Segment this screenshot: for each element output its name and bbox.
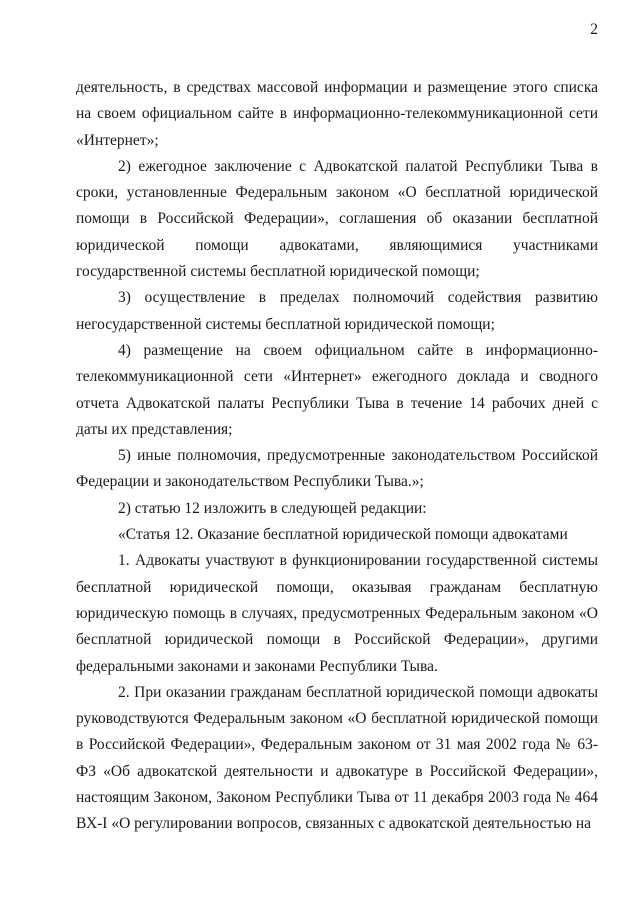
article-12-part-2: 2. При оказании гражданам бесплатной юридической помощи адвокаты руководствуются Федеральным законом «О бесплатной юридической помощи в Российской Федерации», Федеральным законом от 31 мая 2002 года № 63-ФЗ «Об адвокатской деятельности и адвокатуре в Российской Федерации», настоящим Законом, Законом Республики Тыва от 11 декабря 2003 года № 464 ВХ-I «О регулировании вопросов, связанных с адвокатской деятельностью на [76, 683, 598, 833]
paragraph-continuation: деятельность, в средствах массовой информации и размещение этого списка на своем официальном сайте в информационно-телекоммуникационной сети «Интернет»; [76, 79, 598, 149]
page-number: 2 [590, 21, 598, 38]
document-body [76, 75, 598, 838]
article-12-part-1: 1. Адвокаты участвуют в функционировании государственной системы бесплатной юридической помощи, оказывая гражданам бесплатную юридическую помощь в случаях, предусмотренных Федеральным законом «О бесплатной юридической помощи в Российской Федерации», другими федеральными законами и законами Республики Тыва. [76, 552, 598, 675]
paragraph-item-2: 2) ежегодное заключение с Адвокатской палатой Республики Тыва в сроки, установленные Федеральным законом «О бесплатной юридической помощи в Российской Федерации», соглашения об оказании бесплатной юридической помощи адвокатами, являющимися участниками государственной системы бесплатной юридической помощи; [76, 157, 598, 281]
paragraph-item-4: 4) размещение на своем официальном сайте в информационно-телекоммуникационной сети «Интернет» ежегодного доклада и сводного отчета Адвокатской палаты Республики Тыва в течение 14 рабочих дней с даты их представления; [76, 341, 598, 438]
paragraph-item-5: 5) иные полномочия, предусмотренные законодательством Российской Федерации и законодательством Республики Тыва.»; [76, 447, 598, 491]
paragraph-amendment-article-12: 2) статью 12 изложить в следующей редакции: [118, 499, 427, 517]
article-12-heading: «Статья 12. Оказание бесплатной юридической помощи адвокатами [118, 526, 568, 544]
paragraph-item-3: 3) осуществление в пределах полномочий содействия развитию негосударственной системы бесплатной юридической помощи; [76, 289, 598, 333]
